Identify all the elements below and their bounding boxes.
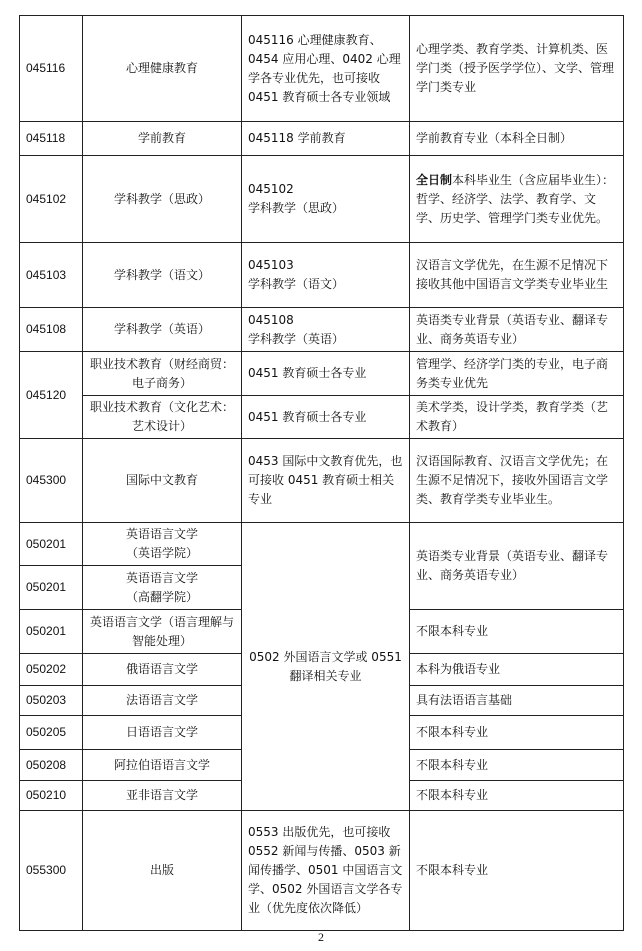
undergrad-requirement: 具有法语语言基础 [410, 686, 624, 716]
program-code: 055300 [20, 811, 83, 931]
undergrad-requirement: 英语类专业背景（英语专业、翻译专业、商务英语专业） [410, 523, 624, 610]
program-code: 050201 [20, 610, 83, 654]
degree-requirement: 0451 教育硕士各专业 [242, 352, 410, 396]
program-code: 050205 [20, 716, 83, 750]
program-code: 045300 [20, 439, 83, 523]
program-name: 学前教育 [83, 122, 242, 156]
degree-requirement: 0453 国际中文教育优先，也可接收 0451 教育硕士相关专业 [242, 439, 410, 523]
undergrad-requirement: 不限本科专业 [410, 610, 624, 654]
program-code: 050202 [20, 654, 83, 686]
program-code: 045118 [20, 122, 83, 156]
program-name: 出版 [83, 811, 242, 931]
undergrad-requirement: 汉语言文学优先，在生源不足情况下接收其他中国语言文学类专业毕业生 [410, 243, 624, 308]
undergrad-requirement [410, 156, 624, 243]
program-code: 050210 [20, 781, 83, 811]
table-row [20, 439, 624, 523]
program-name: 国际中文教育 [83, 439, 242, 523]
undergrad-requirement-text: 本科毕业生（含应届毕业生）：哲学、经济学、法学、教育学、文学、历史学、管理学门类专业优先。 [416, 172, 615, 225]
program-name: 职业技术教育（财经商贸：电子商务） [83, 352, 242, 396]
undergrad-requirement: 不限本科专业 [410, 781, 624, 811]
program-code: 050203 [20, 686, 83, 716]
degree-requirement: 0502 外国语言文学或 0551 翻译相关专业 [242, 523, 410, 811]
program-name: 法语语言文学 [83, 686, 242, 716]
table-row [20, 523, 624, 566]
program-name: 心理健康教育 [83, 16, 242, 122]
table-row [20, 16, 624, 122]
degree-requirement: 045116 心理健康教育、0454 应用心理、0402 心理学各专业优先，也可接收 0451 教育硕士各专业领域 [242, 16, 410, 122]
degree-requirement: 045103 学科教学（语文） [242, 243, 410, 308]
program-name: 俄语语言文学 [83, 654, 242, 686]
program-name: 英语语言文学 （英语学院） [83, 523, 242, 566]
program-name: 英语语言文学（语言理解与智能处理） [83, 610, 242, 654]
admission-table [19, 15, 624, 931]
degree-requirement: 0553 出版优先，也可接收 0552 新闻与传播、0503 新闻传播学、0501 中国语言文学、0502 外国语言文学各专业（优先度依次降低） [242, 811, 410, 931]
undergrad-requirement: 美术学类，设计学类，教育学类（艺术教育） [410, 396, 624, 439]
degree-requirement: 0451 教育硕士各专业 [242, 396, 410, 439]
table-row [20, 122, 624, 156]
program-name: 亚非语言文学 [83, 781, 242, 811]
degree-requirement: 045102 学科教学（思政） [242, 156, 410, 243]
table-row [20, 352, 624, 396]
program-name: 学科教学（语文） [83, 243, 242, 308]
undergrad-requirement: 不限本科专业 [410, 716, 624, 750]
undergrad-requirement: 学前教育专业（本科全日制） [410, 122, 624, 156]
table-row [20, 396, 624, 439]
program-code: 050201 [20, 523, 83, 566]
table-row [20, 243, 624, 308]
program-code: 045108 [20, 308, 83, 352]
undergrad-requirement: 本科为俄语专业 [410, 654, 624, 686]
program-code: 050208 [20, 750, 83, 781]
table-row [20, 308, 624, 352]
program-name: 学科教学（思政） [83, 156, 242, 243]
program-name: 日语语言文学 [83, 716, 242, 750]
table-row [20, 156, 624, 243]
program-name: 阿拉伯语语言文学 [83, 750, 242, 781]
program-code: 050201 [20, 566, 83, 610]
program-code: 045116 [20, 16, 83, 122]
full-time-label: 全日制 [416, 172, 453, 187]
undergrad-requirement: 不限本科专业 [410, 811, 624, 931]
program-code: 045103 [20, 243, 83, 308]
program-name: 职业技术教育（文化艺术：艺术设计） [83, 396, 242, 439]
program-name: 英语语言文学 （高翻学院） [83, 566, 242, 610]
program-code: 045120 [20, 352, 83, 439]
undergrad-requirement: 汉语国际教育、汉语言文学优先；在生源不足情况下，接收外国语言文学类、教育学类专业毕业生。 [410, 439, 624, 523]
program-name: 学科教学（英语） [83, 308, 242, 352]
page-number: 2 [318, 930, 324, 944]
table-row [20, 811, 624, 931]
degree-requirement: 045108 学科教学（英语） [242, 308, 410, 352]
degree-requirement: 045118 学前教育 [242, 122, 410, 156]
undergrad-requirement: 心理学类、教育学类、计算机类、医学门类（授予医学学位）、文学、管理学门类专业 [410, 16, 624, 122]
undergrad-requirement: 英语类专业背景（英语专业、翻译专业、商务英语专业） [410, 308, 624, 352]
undergrad-requirement: 不限本科专业 [410, 750, 624, 781]
program-code: 045102 [20, 156, 83, 243]
undergrad-requirement: 管理学、经济学门类的专业，电子商务类专业优先 [410, 352, 624, 396]
